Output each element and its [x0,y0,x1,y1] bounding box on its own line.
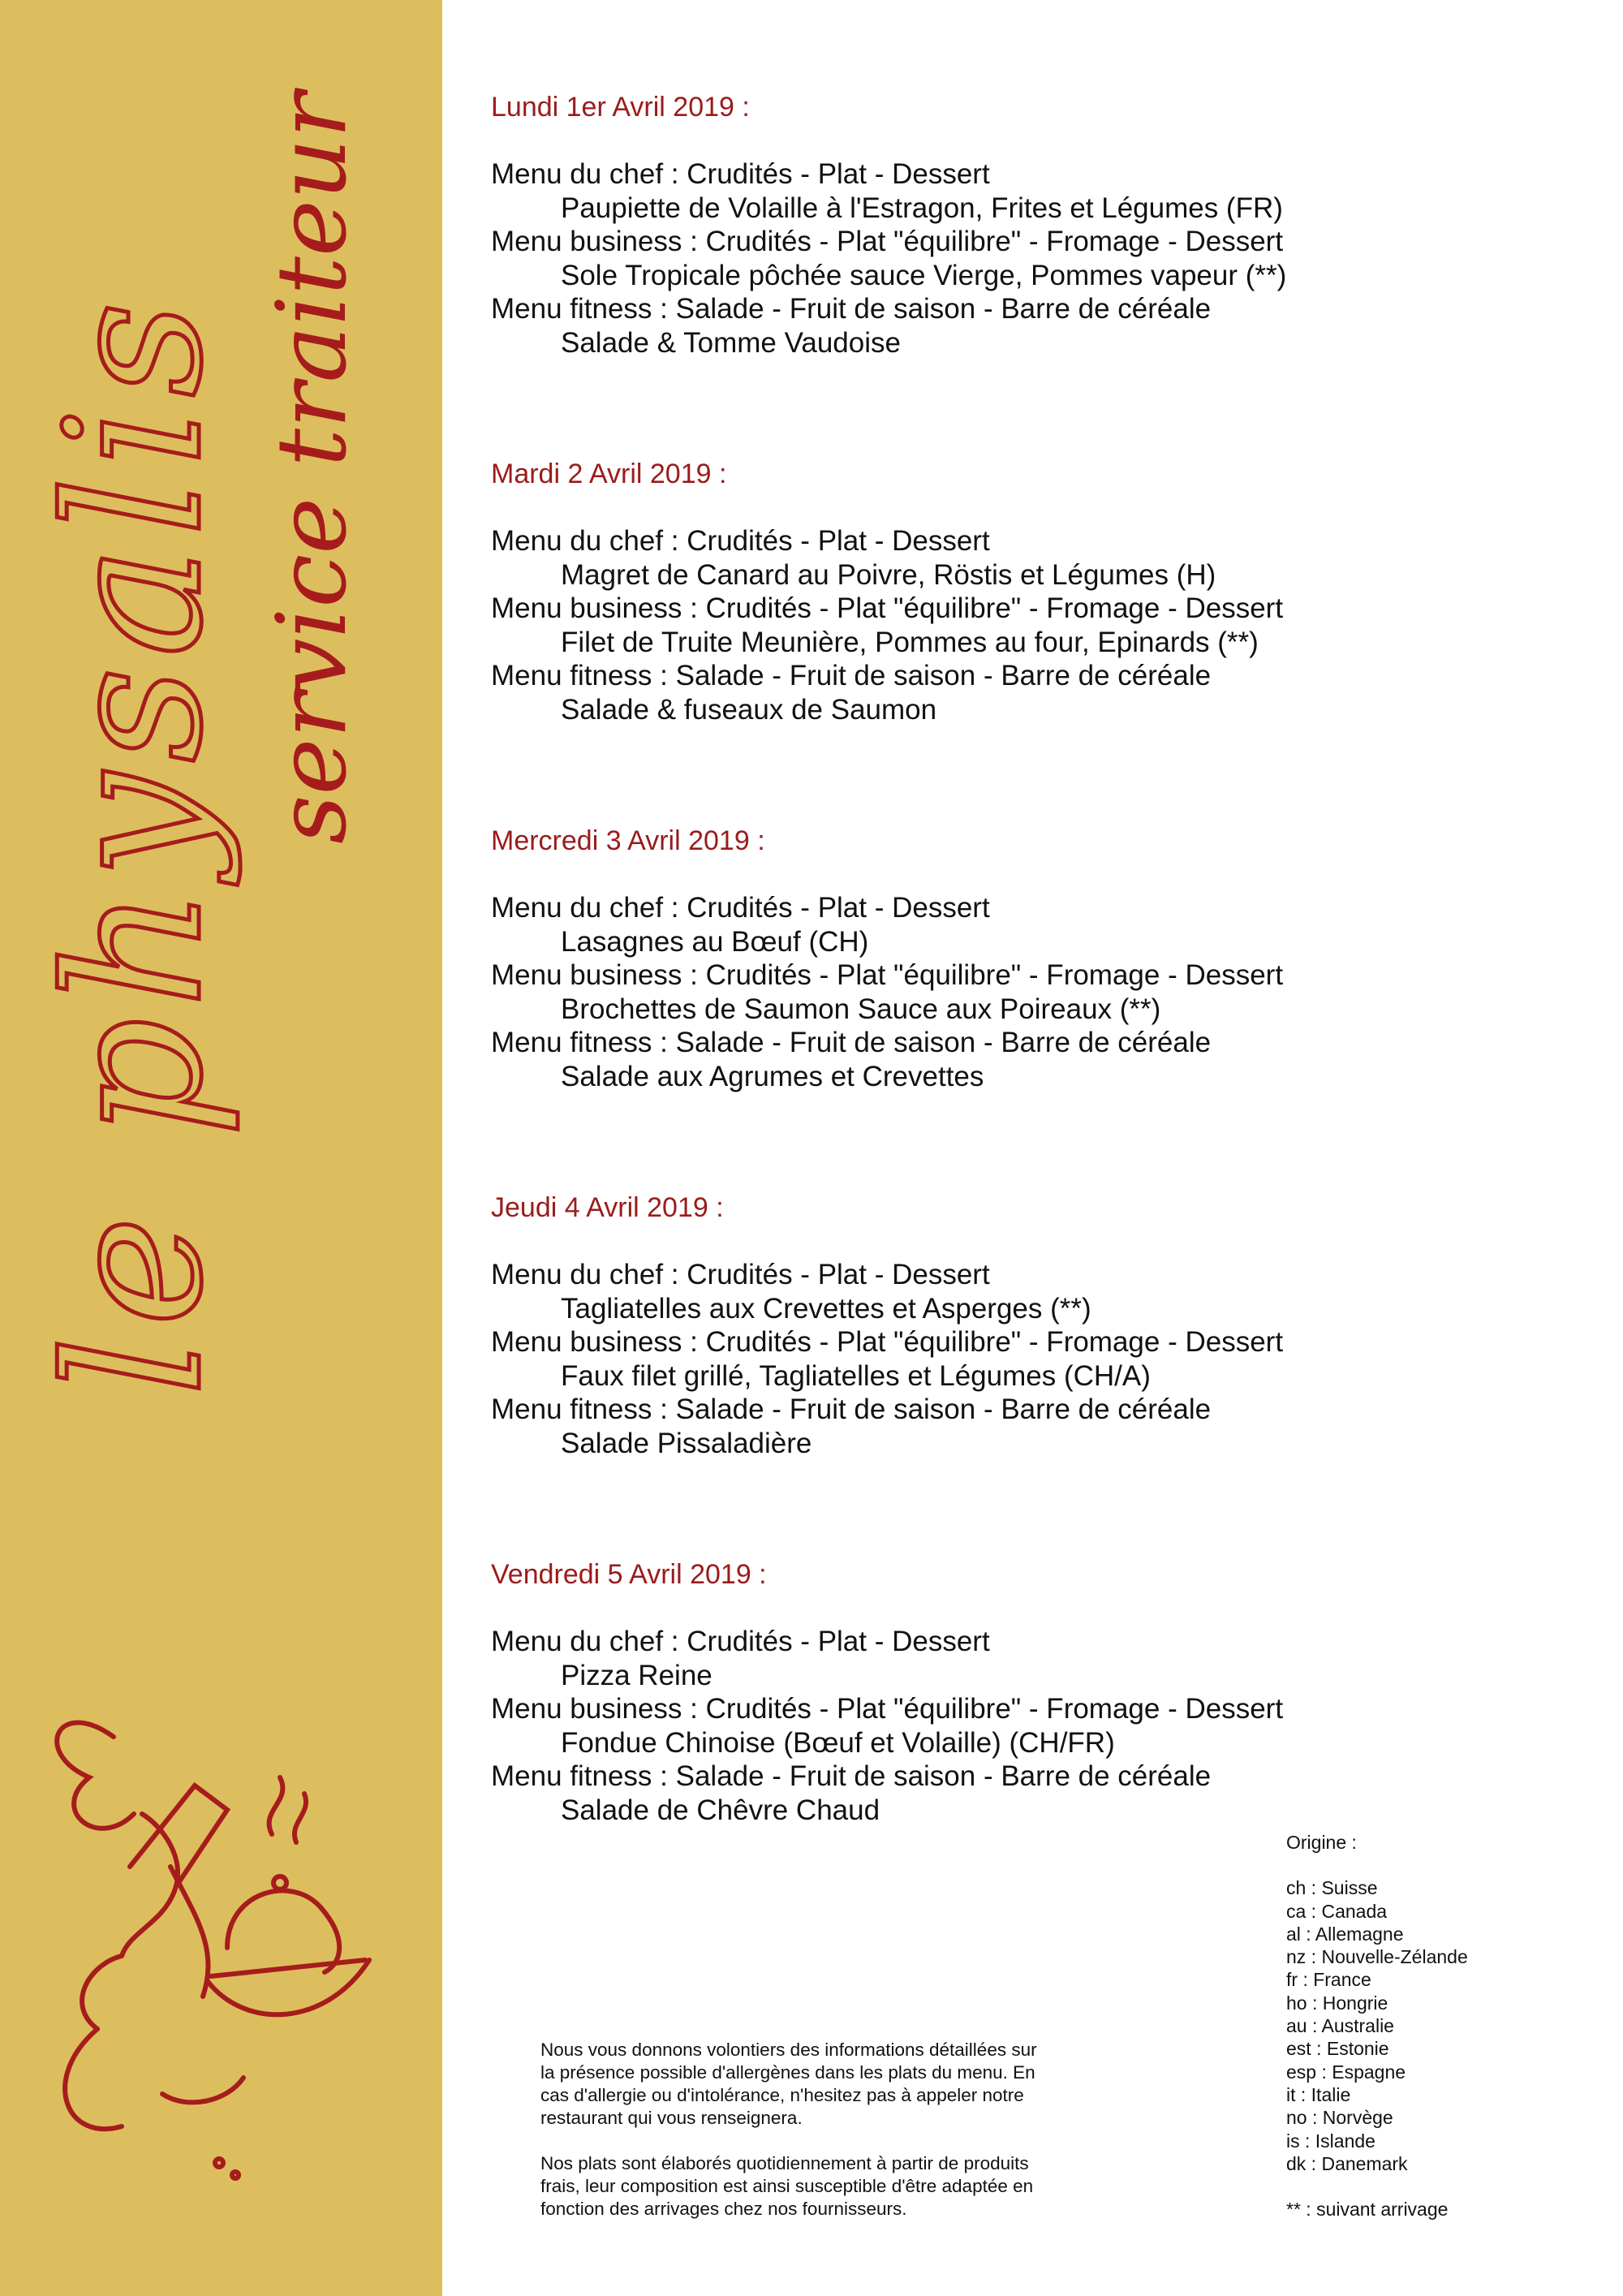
day-title: Mardi 2 Avril 2019 : [491,459,727,489]
allergen-note [540,2039,1173,2243]
menu-fitness-label: Menu fitness : Salade - Fruit de saison - Barre de céréale [491,1394,1212,1425]
menu-business-dish: Faux filet grillé, Tagliatelles et Légumes (CH/A) [561,1359,1151,1392]
sidebar-band [0,0,442,2296]
origin-footnote: ** : suivant arrivage [1286,2199,1449,2221]
origin-item: it : Italie [1286,2083,1351,2105]
chef-waiter-icon [57,1723,369,2179]
origin-item: est : Estonie [1286,2038,1389,2060]
menu-chef-label: Menu du chef : Crudités - Plat - Dessert [491,892,990,924]
day-thursday [491,1191,1595,1558]
menu-fitness-dish: Salade aux Agrumes et Crevettes [561,1060,984,1092]
origin-item: al : Allemagne [1286,1923,1404,1945]
menu-fitness-label: Menu fitness : Salade - Fruit de saison - Barre de céréale [491,1760,1212,1792]
origin-item: dk : Danemark [1286,2152,1408,2174]
menu-chef-dish: Paupiette de Volaille à l'Estragon, Frites et Légumes (FR) [561,192,1283,224]
menu-business-label: Menu business : Crudités - Plat "équilibre" - Fromage - Dessert [491,959,1284,991]
menu-fitness-dish: Salade de Chêvre Chaud [561,1794,880,1826]
origin-item: esp : Espagne [1286,2061,1406,2083]
day-monday [491,91,1595,458]
origin-item: ho : Hongrie [1286,1992,1388,2014]
day-title: Mercredi 3 Avril 2019 : [491,825,765,856]
origin-item: nz : Nouvelle-Zélande [1286,1946,1468,1968]
menu-chef-label: Menu du chef : Crudités - Plat - Dessert [491,525,990,557]
menu-fitness-label: Menu fitness : Salade - Fruit de saison - Barre de céréale [491,660,1212,691]
allergen-paragraph [540,2039,1173,2130]
menu-business-dish: Sole Tropicale pôchée sauce Vierge, Pommes vapeur (**) [561,259,1287,291]
origin-item: no : Norvège [1286,2107,1393,2129]
menu-business-label: Menu business : Crudités - Plat "équilibre" - Fromage - Dessert [491,1326,1284,1358]
origin-item: ca : Canada [1286,1900,1388,1922]
menu-business-dish: Fondue Chinoise (Bœuf et Volaille) (CH/FR) [561,1726,1115,1759]
menu-business-label: Menu business : Crudités - Plat "équilibre" - Fromage - Dessert [491,592,1284,624]
note-line: cas d'allergie ou d'intolérance, n'hesitez pas à appeler notre [540,2085,1024,2105]
menu-fitness-dish: Salade Pissaladière [561,1427,812,1459]
note-line: Nos plats sont élaborés quotidiennement à partir de produits [540,2153,1029,2173]
menu-chef-label: Menu du chef : Crudités - Plat - Dessert [491,1626,990,1657]
menu-chef-dish: Pizza Reine [561,1659,712,1691]
day-title: Jeudi 4 Avril 2019 : [491,1192,724,1223]
note-line: la présence possible d'allergènes dans les plats du menu. En [540,2062,1035,2083]
origin-title: Origine : [1286,1832,1357,1853]
menu-fitness-label: Menu fitness : Salade - Fruit de saison - Barre de céréale [491,1027,1212,1058]
day-title: Vendredi 5 Avril 2019 : [491,1559,767,1590]
menu-business-dish: Brochettes de Saumon Sauce aux Poireaux (**) [561,993,1161,1025]
day-wednesday [491,825,1595,1191]
brand-name: le physalis [27,291,243,1396]
note-line: Nous vous donnons volontiers des informations détaillées sur [540,2040,1037,2060]
day-tuesday [491,458,1595,825]
menu-business-label: Menu business : Crudités - Plat "équilibre" - Fromage - Dessert [491,226,1284,257]
menu-fitness-dish: Salade & fuseaux de Saumon [561,693,937,726]
note-line: restaurant qui vous renseignera. [540,2108,803,2128]
menu-chef-label: Menu du chef : Crudités - Plat - Dessert [491,158,990,190]
menu-fitness-dish: Salade & Tomme Vaudoise [561,326,901,359]
menu-business-dish: Filet de Truite Meunière, Pommes au four, Epinards (**) [561,626,1259,658]
origin-item: is : Islande [1286,2130,1375,2152]
menu-chef-dish: Tagliatelles aux Crevettes et Asperges (**) [561,1292,1091,1325]
note-line: frais, leur composition est ainsi susceptible d'être adaptée en [540,2176,1034,2196]
day-title: Lundi 1er Avril 2019 : [491,92,750,123]
freshness-paragraph [540,2152,1173,2221]
origin-legend [1286,1831,1611,2221]
menu-chef-label: Menu du chef : Crudités - Plat - Dessert [491,1259,990,1290]
menu-fitness-label: Menu fitness : Salade - Fruit de saison - Barre de céréale [491,293,1212,325]
menu-chef-dish: Lasagnes au Bœuf (CH) [561,925,869,958]
menu-business-label: Menu business : Crudités - Plat "équilibre" - Fromage - Dessert [491,1693,1284,1725]
note-line: fonction des arrivages chez nos fournisseurs. [540,2199,907,2219]
menu-chef-dish: Magret de Canard au Poivre, Röstis et Légumes (H) [561,558,1216,591]
origin-item: au : Australie [1286,2015,1394,2037]
brand-tagline: service traiteur [256,92,368,844]
origin-item: fr : France [1286,1969,1371,1991]
brand-logo [0,0,442,2296]
origin-item: ch : Suisse [1286,1877,1378,1899]
menu-content [491,91,1595,1925]
